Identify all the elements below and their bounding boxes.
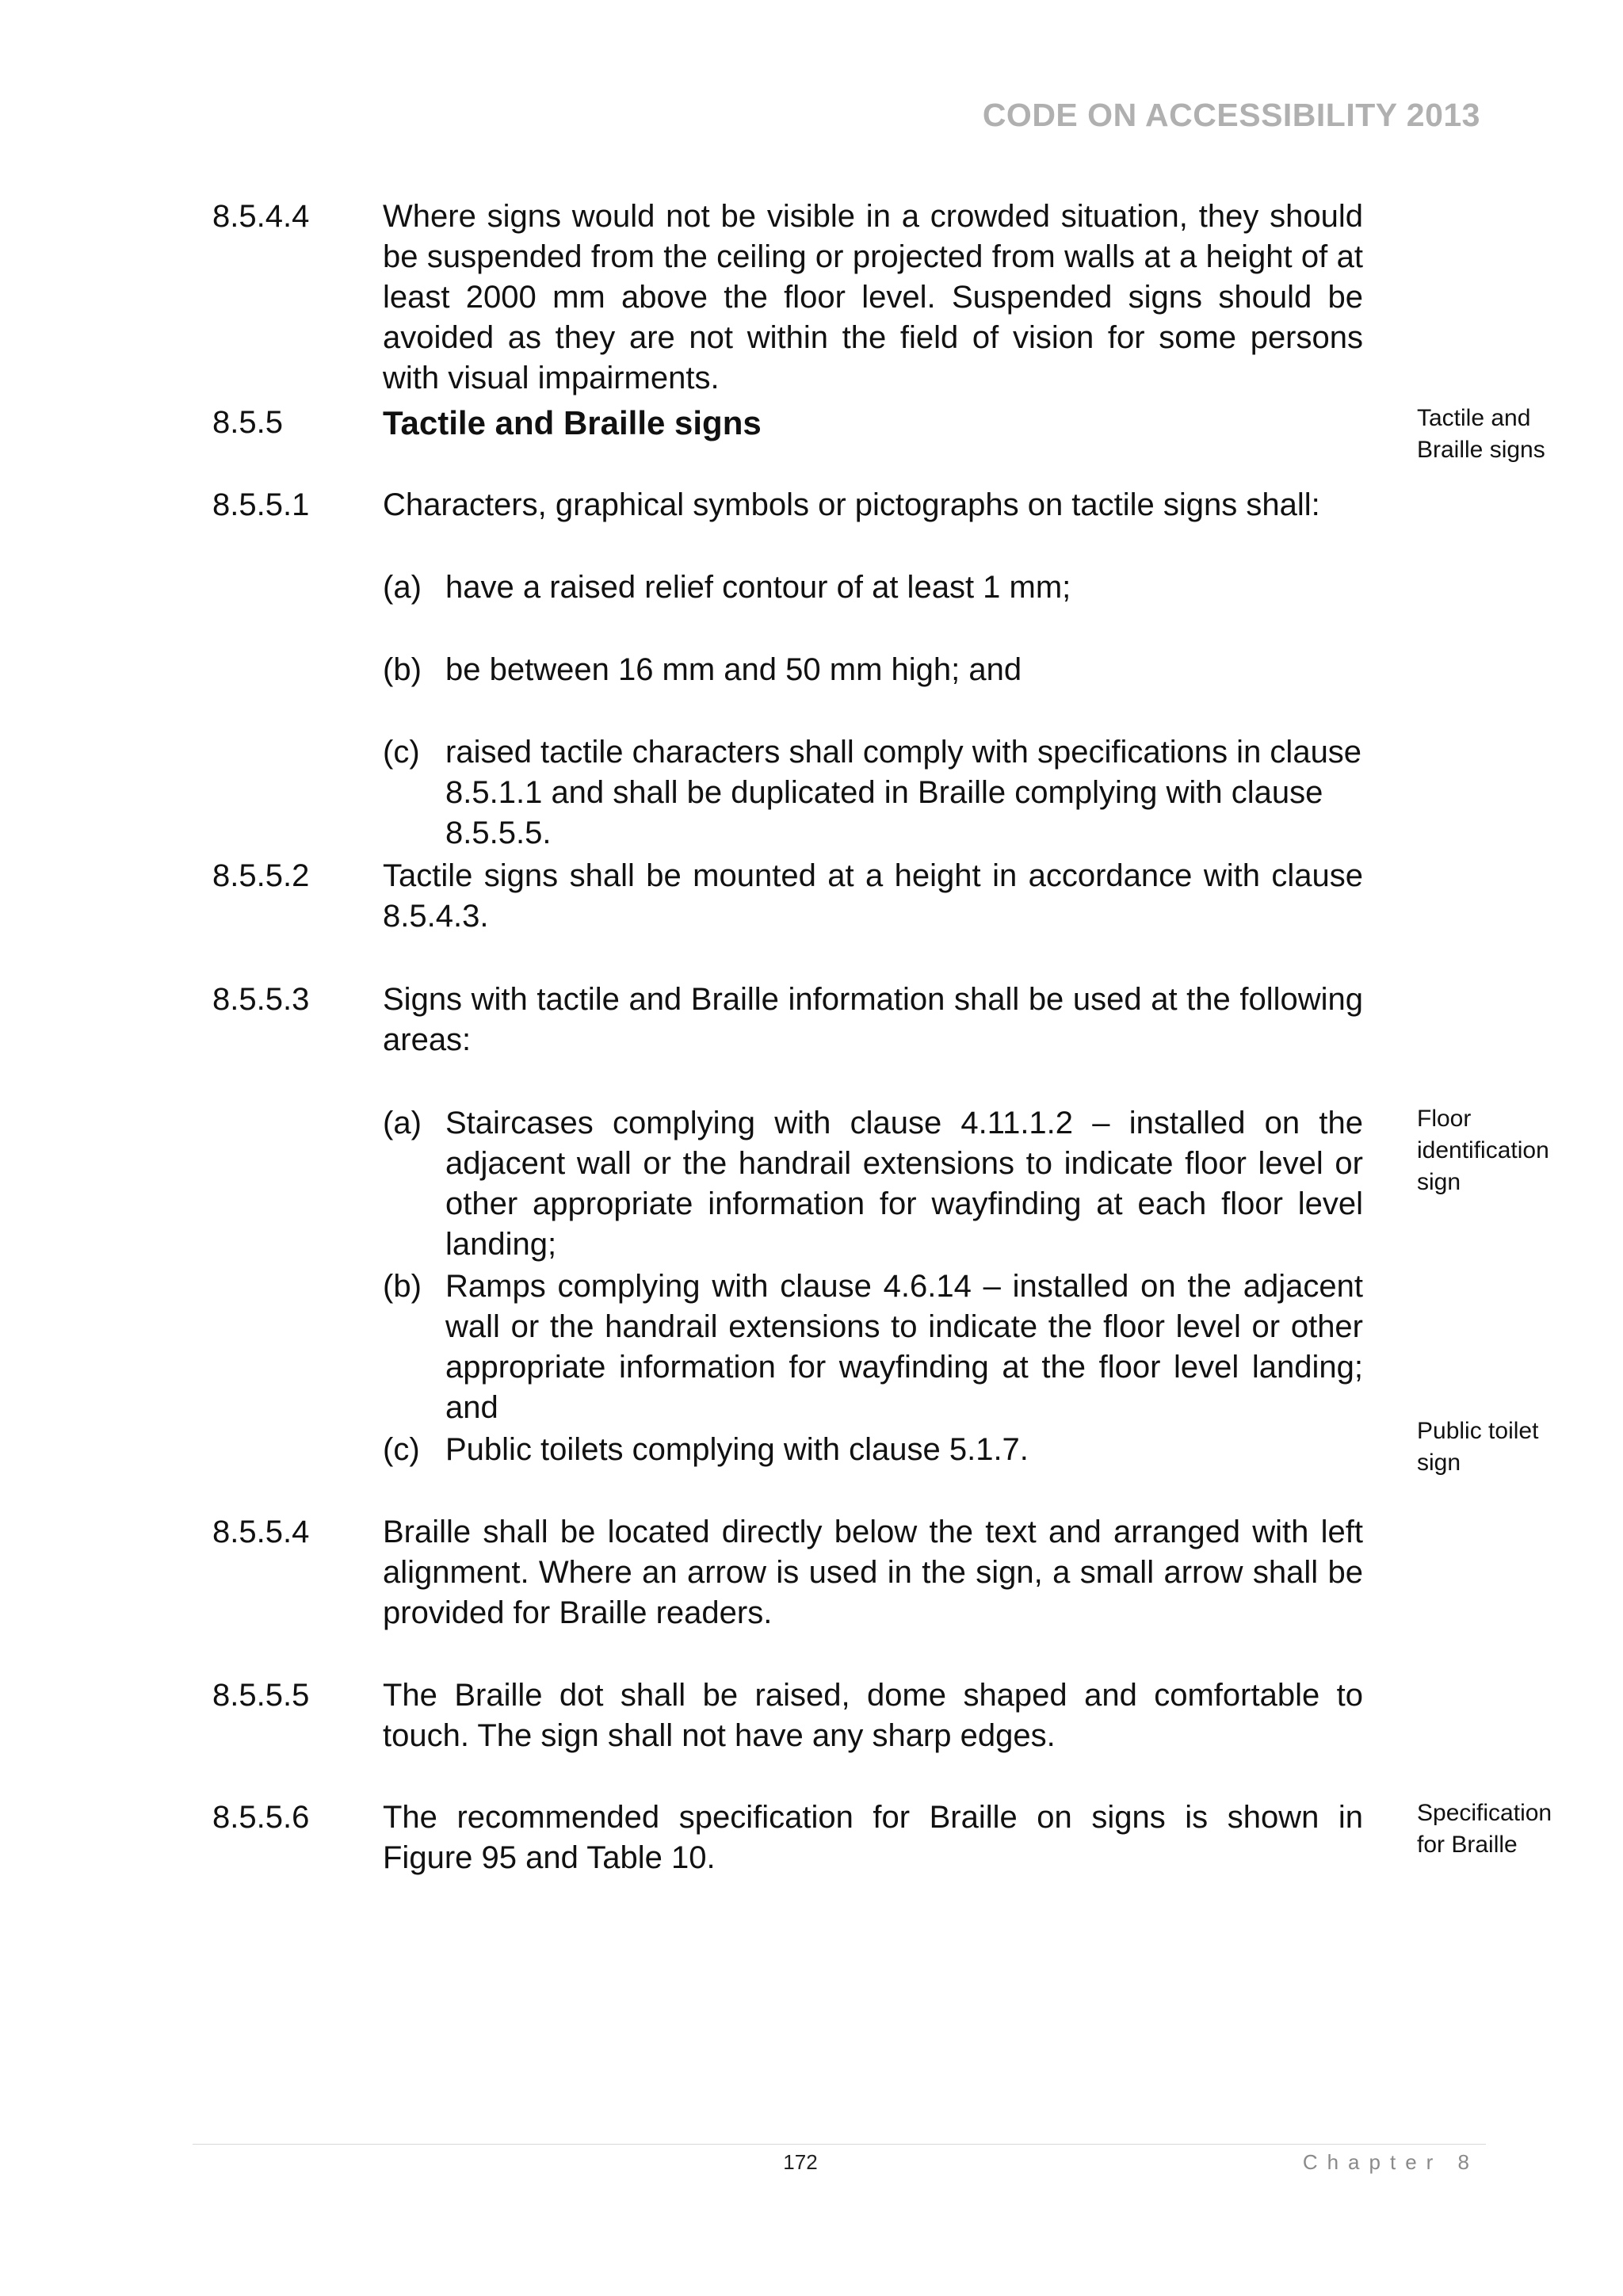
list-item-letter: (a) (383, 1106, 422, 1140)
clause-number: 8.5.5.6 (212, 1800, 310, 1835)
margin-note: Specification for Braille (1417, 1800, 1552, 1858)
page-number: 172 (783, 2150, 818, 2174)
clause-text: The recommended specification for Braille on signs is shown in Figure 95 and Table 10. (383, 1800, 1363, 1875)
clause-text: Braille shall be located directly below the text and arranged with left alignment. Where an arrow is used in the sign, a small arrow shall be provided for Braille readers. (383, 1515, 1363, 1630)
clause-text: Signs with tactile and Braille information shall be used at the following areas: (383, 982, 1363, 1057)
margin-note: Public toilet sign (1417, 1418, 1539, 1476)
clause-text: Characters, graphical symbols or pictographs on tactile signs shall: (383, 487, 1320, 522)
section-heading: Tactile and Braille signs (383, 404, 762, 441)
footer-divider (193, 2144, 1486, 2145)
list-item-letter: (c) (383, 1432, 420, 1467)
clause-text: Tactile signs shall be mounted at a height in accordance with clause 8.5.4.3. (383, 858, 1363, 934)
list-item-letter: (c) (383, 735, 420, 770)
clause-number: 8.5.4.4 (212, 199, 310, 234)
clause-text: The Braille dot shall be raised, dome shaped and comfortable to touch. The sign shall not have any sharp edges. (383, 1678, 1363, 1753)
margin-note: Tactile and Braille signs (1417, 405, 1545, 463)
clause-number: 8.5.5.1 (212, 487, 310, 522)
list-item-text: raised tactile characters shall comply with specifications in clause 8.5.1.1 and shall be duplicated in Braille complying with clause 8.5.5.5. (445, 735, 1362, 850)
list-item-letter: (b) (383, 652, 422, 687)
clause-text: Where signs would not be visible in a crowded situation, they should be suspended from the ceiling or projected from walls at a height of at least 2000 mm above the floor level. Suspended signs should be avoided as they are not within the field of vision for some persons with visual impairments. (383, 199, 1363, 395)
chapter-label: Chapter 8 (1302, 2150, 1479, 2174)
list-item-text: have a raised relief contour of at least 1 mm; (445, 570, 1071, 605)
clause-number: 8.5.5.4 (212, 1515, 310, 1549)
margin-note: Floor identification sign (1417, 1106, 1549, 1195)
list-item-letter: (a) (383, 570, 422, 605)
document-title: CODE ON ACCESSIBILITY 2013 (982, 97, 1480, 133)
list-item-letter: (b) (383, 1269, 422, 1304)
clause-number: 8.5.5.2 (212, 858, 310, 893)
clause-number: 8.5.5.5 (212, 1678, 310, 1713)
list-item-text: be between 16 mm and 50 mm high; and (445, 652, 1022, 687)
list-item-text: Staircases complying with clause 4.11.1.2 – installed on the adjacent wall or the handrail extensions to indicate floor level or other appropriate information for wayfinding at each floor level landing; (445, 1106, 1363, 1262)
list-item-text: Public toilets complying with clause 5.1.7. (445, 1432, 1029, 1467)
list-item-text: Ramps complying with clause 4.6.14 – installed on the adjacent wall or the handrail extensions to indicate the floor level or other appropriate information for wayfinding at the floor level landing; and (445, 1269, 1363, 1425)
clause-number: 8.5.5.3 (212, 982, 310, 1017)
section-number: 8.5.5 (212, 405, 283, 440)
